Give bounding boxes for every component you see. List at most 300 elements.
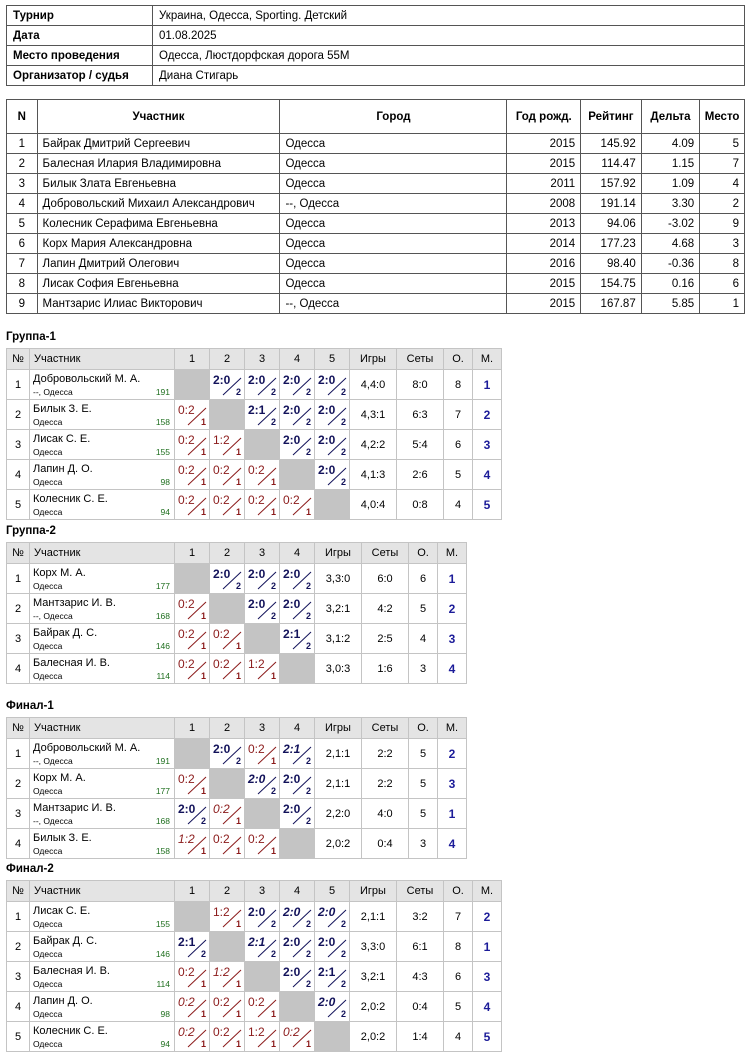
match-score-cell (175, 594, 210, 624)
self-cell (280, 992, 315, 1022)
place-cell: 1 (438, 799, 467, 829)
participant-name: Балесная И. В. (33, 965, 110, 977)
group-header-row (7, 881, 502, 902)
match-points: 2 (305, 447, 311, 457)
match-result: 2:1 (248, 403, 266, 417)
group-header-place: М. (473, 881, 502, 902)
participant-year: 2015 (507, 274, 581, 294)
points-cell: 7 (444, 400, 473, 430)
match-points: 1 (235, 1009, 241, 1019)
match-score-cell (210, 829, 245, 859)
info-row (7, 26, 745, 46)
participant-rating: 114 (156, 979, 170, 989)
match-result: 0:2 (248, 995, 265, 1009)
games-cell: 2,0:2 (315, 829, 362, 859)
match-result: 2:1 (283, 742, 301, 756)
games-cell: 2,0:2 (350, 1022, 397, 1052)
match-score-cell (315, 460, 350, 490)
participant-year: 2015 (507, 134, 581, 154)
match-points: 1 (270, 507, 276, 517)
match-result: 2:0 (283, 905, 301, 919)
games-cell: 2,1:1 (350, 902, 397, 932)
match-result: 2:0 (178, 802, 196, 816)
participant-city: Одесса (33, 979, 63, 989)
participant-cell (30, 769, 175, 799)
table-row (7, 490, 502, 520)
participant-city: Одесса (280, 234, 507, 254)
match-score-cell (175, 799, 210, 829)
match-result: 0:2 (178, 1025, 195, 1039)
match-score (178, 1025, 208, 1049)
participant-city: Одесса (33, 507, 63, 517)
self-cell (210, 400, 245, 430)
participants-header: Город (280, 100, 507, 134)
match-score-cell (245, 654, 280, 684)
match-points: 2 (340, 979, 346, 989)
match-result: 2:0 (318, 905, 336, 919)
match-points: 1 (200, 447, 206, 457)
match-result: 0:2 (178, 433, 195, 447)
participant-n: 2 (7, 154, 38, 174)
match-score (248, 905, 278, 929)
row-number: 3 (7, 962, 30, 992)
participant-city: Одесса (33, 447, 63, 457)
match-score (178, 802, 208, 826)
match-score-cell (210, 992, 245, 1022)
sets-cell: 2:2 (362, 769, 409, 799)
match-points: 2 (200, 816, 206, 826)
match-result: 2:0 (213, 373, 231, 387)
match-score-cell (245, 490, 280, 520)
match-score-cell (315, 932, 350, 962)
participants-header: Год рожд. (507, 100, 581, 134)
participant-name: Лапин Дмитрий Олегович (37, 254, 280, 274)
table-row (7, 932, 502, 962)
match-score-cell (245, 370, 280, 400)
points-cell: 5 (444, 460, 473, 490)
match-points: 1 (200, 507, 206, 517)
match-points: 1 (200, 477, 206, 487)
row-number: 1 (7, 739, 30, 769)
match-score (283, 965, 313, 989)
match-points: 1 (200, 611, 206, 621)
participant-n: 1 (7, 134, 38, 154)
participant-city: Одесса (33, 641, 63, 651)
match-points: 1 (270, 1009, 276, 1019)
participant-city: Одесса (33, 786, 63, 796)
self-cell (210, 594, 245, 624)
participant-name: Колесник С. Е. (33, 1025, 108, 1037)
match-score-cell (210, 564, 245, 594)
participant-cell (30, 739, 175, 769)
row-number: 1 (7, 564, 30, 594)
group-header-opponent: 3 (245, 349, 280, 370)
group-header-place: М. (438, 543, 467, 564)
match-points: 2 (305, 641, 311, 651)
group-header-participant: Участник (30, 543, 175, 564)
match-score (178, 433, 208, 457)
self-cell (245, 962, 280, 992)
table-row (7, 902, 502, 932)
match-result: 0:2 (213, 627, 230, 641)
group-table (6, 348, 502, 520)
place-cell: 4 (473, 460, 502, 490)
group-header-opponent: 2 (210, 349, 245, 370)
participant-rating: 146 (155, 949, 170, 959)
info-value: Украина, Одесса, Sporting. Детский (153, 6, 745, 26)
participants-header: Место (700, 100, 745, 134)
match-score (248, 567, 278, 591)
match-points: 2 (305, 979, 311, 989)
match-points: 2 (270, 417, 276, 427)
match-points: 1 (235, 816, 241, 826)
place-cell: 2 (473, 902, 502, 932)
table-row (7, 430, 502, 460)
match-score (178, 832, 208, 856)
group-title: Группа-1 (6, 331, 56, 343)
match-score (248, 1025, 278, 1049)
self-cell (280, 654, 315, 684)
match-score-cell (280, 1022, 315, 1052)
participant-cell (30, 490, 175, 520)
points-cell: 8 (444, 370, 473, 400)
group-header-opponent: 2 (210, 543, 245, 564)
participant-place: 8 (700, 254, 745, 274)
participants-header: Рейтинг (581, 100, 642, 134)
match-points: 2 (270, 949, 276, 959)
participant-rating: 94 (160, 1039, 170, 1049)
match-score (178, 965, 208, 989)
info-value: Одесса, Люстдорфская дорога 55М (153, 46, 745, 66)
self-cell (175, 739, 210, 769)
group-table (6, 880, 502, 1052)
participant-rating: 168 (155, 611, 170, 621)
participant-city: Одесса (280, 274, 507, 294)
match-score-cell (175, 490, 210, 520)
match-result: 2:0 (318, 373, 336, 387)
place-cell: 1 (473, 370, 502, 400)
row-number: 1 (7, 902, 30, 932)
participant-name: Корх М. А. (33, 772, 86, 784)
match-points: 1 (200, 979, 206, 989)
match-points: 1 (270, 477, 276, 487)
match-score (283, 373, 313, 397)
match-result: 0:2 (178, 965, 195, 979)
sets-cell: 0:4 (362, 829, 409, 859)
match-score-cell (245, 460, 280, 490)
match-points: 2 (305, 417, 311, 427)
match-score (283, 403, 313, 427)
participant-cell (30, 962, 175, 992)
match-points: 1 (270, 671, 276, 681)
group-table (6, 542, 467, 684)
sets-cell: 8:0 (397, 370, 444, 400)
points-cell: 4 (444, 1022, 473, 1052)
match-points: 2 (200, 949, 206, 959)
info-label: Дата (7, 26, 153, 46)
match-points: 1 (200, 786, 206, 796)
group-header-place: М. (438, 718, 467, 739)
match-result: 2:1 (178, 935, 196, 949)
row-number: 4 (7, 460, 30, 490)
match-result: 2:1 (318, 965, 336, 979)
sets-cell: 2:5 (362, 624, 409, 654)
sets-cell: 0:4 (397, 992, 444, 1022)
match-score (283, 493, 313, 517)
match-score-cell (175, 769, 210, 799)
participant-place: 3 (700, 234, 745, 254)
match-score (283, 433, 313, 457)
participant-rating: 157.92 (581, 174, 642, 194)
participant-place: 7 (700, 154, 745, 174)
match-score-cell (245, 594, 280, 624)
match-points: 2 (235, 581, 241, 591)
tournament-info-table (6, 5, 745, 86)
match-points: 1 (200, 641, 206, 651)
self-cell (280, 829, 315, 859)
match-score (213, 965, 243, 989)
self-cell (245, 624, 280, 654)
participant-rating: 191.14 (581, 194, 642, 214)
participants-header: N (7, 100, 38, 134)
match-score (318, 433, 348, 457)
match-score-cell (280, 902, 315, 932)
games-cell: 3,3:0 (315, 564, 362, 594)
points-cell: 4 (444, 490, 473, 520)
match-score (248, 935, 278, 959)
table-row (7, 654, 467, 684)
match-result: 0:2 (213, 1025, 230, 1039)
match-result: 0:2 (178, 403, 195, 417)
match-score-cell (245, 829, 280, 859)
match-score-cell (280, 624, 315, 654)
sets-cell: 4:3 (397, 962, 444, 992)
info-value: Диана Стигарь (153, 66, 745, 86)
points-cell: 3 (409, 829, 438, 859)
match-result: 2:0 (318, 403, 336, 417)
participant-cell (30, 594, 175, 624)
self-cell (175, 564, 210, 594)
match-score-cell (315, 962, 350, 992)
participant-rating: 177.23 (581, 234, 642, 254)
match-points: 2 (305, 816, 311, 826)
participant-name: Корх М. А. (33, 567, 86, 579)
match-score (248, 403, 278, 427)
self-cell (210, 769, 245, 799)
group-title: Финал-1 (6, 700, 54, 712)
self-cell (175, 902, 210, 932)
match-result: 2:0 (283, 965, 301, 979)
match-result: 2:0 (248, 567, 266, 581)
match-score-cell (245, 739, 280, 769)
match-score (318, 403, 348, 427)
self-cell (175, 370, 210, 400)
participant-name: Билык Злата Евгеньевна (37, 174, 280, 194)
group-header-opponent: 1 (175, 543, 210, 564)
participant-city: Одесса (280, 134, 507, 154)
sets-cell: 6:0 (362, 564, 409, 594)
participant-cell (30, 1022, 175, 1052)
match-result: 2:1 (283, 627, 301, 641)
group-header-number: № (7, 349, 30, 370)
points-cell: 6 (444, 962, 473, 992)
match-score-cell (280, 739, 315, 769)
match-score (318, 463, 348, 487)
participant-rating: 168 (155, 816, 170, 826)
participant-cell (30, 430, 175, 460)
group-header-opponent: 5 (315, 349, 350, 370)
group-header-opponent: 4 (280, 349, 315, 370)
match-points: 1 (200, 846, 206, 856)
match-result: 2:0 (213, 742, 231, 756)
row-number: 2 (7, 400, 30, 430)
match-score (318, 905, 348, 929)
participant-delta: 5.85 (641, 294, 699, 314)
group-header-opponent: 2 (210, 881, 245, 902)
participant-rating: 158 (155, 417, 170, 427)
match-score-cell (245, 400, 280, 430)
participant-n: 9 (7, 294, 38, 314)
group-header-opponent: 3 (245, 881, 280, 902)
participant-name: Билык З. Е. (33, 403, 92, 415)
match-score (283, 935, 313, 959)
group-header-opponent: 5 (315, 881, 350, 902)
participant-n: 4 (7, 194, 38, 214)
match-result: 0:2 (178, 657, 195, 671)
match-result: 0:2 (178, 995, 195, 1009)
group-header-row (7, 543, 467, 564)
group-header-opponent: 4 (280, 543, 315, 564)
sets-cell: 6:1 (397, 932, 444, 962)
match-score (283, 1025, 313, 1049)
participant-cell (30, 400, 175, 430)
match-score-cell (210, 654, 245, 684)
participant-name: Добровольский М. А. (33, 742, 141, 754)
match-points: 1 (235, 1039, 241, 1049)
match-points: 2 (305, 786, 311, 796)
match-score-cell (175, 932, 210, 962)
participant-name: Колесник С. Е. (33, 493, 108, 505)
games-cell: 4,3:1 (350, 400, 397, 430)
match-points: 2 (340, 919, 346, 929)
participant-city: Одесса (33, 671, 63, 681)
match-result: 0:2 (213, 493, 230, 507)
participant-delta: 4.09 (641, 134, 699, 154)
participant-name: Лисак С. Е. (33, 905, 91, 917)
participant-name: Добровольский Михаил Александрович (37, 194, 280, 214)
participants-header: Дельта (641, 100, 699, 134)
match-points: 2 (235, 387, 241, 397)
participant-rating: 191 (155, 756, 170, 766)
group-header-participant: Участник (30, 718, 175, 739)
group-header-points: О. (444, 349, 473, 370)
participants-table (6, 99, 745, 314)
match-score-cell (280, 370, 315, 400)
row-number: 3 (7, 430, 30, 460)
participant-name: Мантзарис И. В. (33, 597, 116, 609)
place-cell: 2 (438, 739, 467, 769)
match-result: 2:0 (283, 935, 301, 949)
points-cell: 3 (409, 654, 438, 684)
table-row (7, 829, 467, 859)
sets-cell: 4:2 (362, 594, 409, 624)
match-score (318, 935, 348, 959)
sets-cell: 1:6 (362, 654, 409, 684)
match-score-cell (315, 400, 350, 430)
match-score (213, 657, 243, 681)
match-score (213, 493, 243, 517)
participant-place: 9 (700, 214, 745, 234)
participant-year: 2011 (507, 174, 581, 194)
match-points: 2 (305, 919, 311, 929)
match-result: 0:2 (248, 463, 265, 477)
match-result: 0:2 (213, 463, 230, 477)
participant-name: Байрак Д. С. (33, 935, 98, 947)
participant-rating: 98.40 (581, 254, 642, 274)
participant-name: Балесная Илария Владимировна (37, 154, 280, 174)
participant-delta: 0.16 (641, 274, 699, 294)
match-score-cell (245, 1022, 280, 1052)
participant-year: 2015 (507, 294, 581, 314)
place-cell: 1 (438, 564, 467, 594)
group-header-row (7, 349, 502, 370)
match-score-cell (210, 799, 245, 829)
sets-cell: 4:0 (362, 799, 409, 829)
match-score (318, 373, 348, 397)
match-score (213, 463, 243, 487)
participant-rating: 94.06 (581, 214, 642, 234)
participant-place: 2 (700, 194, 745, 214)
match-score-cell (280, 962, 315, 992)
match-points: 2 (270, 919, 276, 929)
row-number: 3 (7, 799, 30, 829)
group-header-number: № (7, 881, 30, 902)
row-number: 3 (7, 624, 30, 654)
match-points: 2 (340, 1009, 346, 1019)
participant-city: --, Одесса (33, 611, 73, 621)
points-cell: 5 (409, 799, 438, 829)
participant-cell (30, 992, 175, 1022)
participant-cell (30, 932, 175, 962)
participant-city: Одесса (33, 417, 63, 427)
participant-rating: 98 (160, 477, 170, 487)
group-header-opponent: 3 (245, 543, 280, 564)
group-header-number: № (7, 543, 30, 564)
row-number: 4 (7, 654, 30, 684)
match-result: 2:0 (283, 802, 301, 816)
match-score-cell (175, 624, 210, 654)
table-row (7, 214, 745, 234)
match-result: 0:2 (213, 832, 230, 846)
participant-cell (30, 564, 175, 594)
participant-name: Лисак С. Е. (33, 433, 91, 445)
match-score (178, 772, 208, 796)
table-row (7, 564, 467, 594)
games-cell: 4,0:4 (350, 490, 397, 520)
match-points: 1 (270, 756, 276, 766)
match-points: 1 (235, 447, 241, 457)
match-points: 2 (340, 477, 346, 487)
participant-delta: 1.15 (641, 154, 699, 174)
match-points: 2 (270, 611, 276, 621)
match-score-cell (175, 992, 210, 1022)
match-points: 2 (340, 949, 346, 959)
match-score (213, 373, 243, 397)
table-row (7, 739, 467, 769)
group-header-participant: Участник (30, 881, 175, 902)
match-points: 1 (270, 1039, 276, 1049)
participant-city: Одесса (280, 214, 507, 234)
